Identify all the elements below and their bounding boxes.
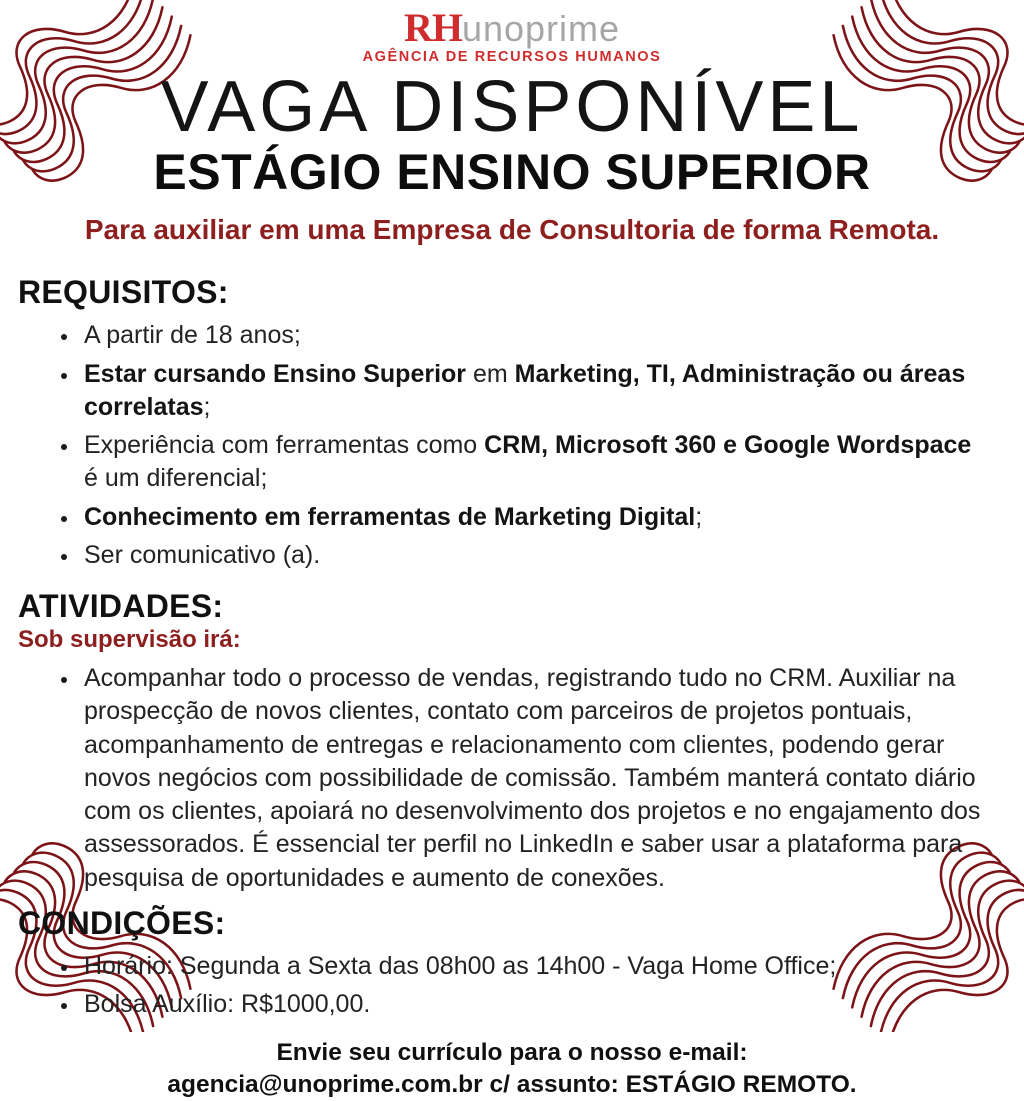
header-tagline: Para auxiliar em uma Empresa de Consultoria de forma Remota. bbox=[84, 214, 940, 246]
page-subtitle: ESTÁGIO ENSINO SUPERIOR bbox=[153, 143, 871, 200]
logo-brand-text: unoprime bbox=[461, 8, 621, 49]
logo bbox=[0, 5, 1024, 65]
logo-rh-text: RH bbox=[403, 5, 462, 50]
section-atividades bbox=[0, 588, 1024, 895]
list-item: • Ser comunicativo (a). bbox=[80, 539, 990, 572]
condicoes-heading: CONDIÇÕES: bbox=[18, 904, 226, 941]
atividades-list bbox=[18, 662, 990, 895]
atividades-subheading: Sob supervisão irá: bbox=[18, 626, 241, 654]
list-item: • Bolsa Auxílio: R$1000,00. bbox=[80, 988, 990, 1021]
atividades-heading: ATIVIDADES: bbox=[18, 588, 224, 625]
section-condicoes bbox=[0, 905, 1024, 1022]
logo-tagline: AGÊNCIA DE RECURSOS HUMANOS bbox=[362, 49, 662, 65]
list-item: • Experiência com ferramentas como CRM, Microsoft 360 e Google Wordspace é um diferencial; bbox=[80, 429, 990, 496]
list-item: • Estar cursando Ensino Superior em Marketing, TI, Administração ou áreas correlatas; bbox=[80, 358, 990, 425]
requisitos-list bbox=[18, 319, 990, 572]
requisitos-heading: REQUISITOS: bbox=[18, 274, 229, 311]
list-item: • Conhecimento em ferramentas de Marketing Digital; bbox=[80, 501, 990, 534]
list-item: • Acompanhar todo o processo de vendas, registrando tudo no CRM. Auxiliar na prospecção de novos clientes, contato com parceiros de projetos pontuais, acompanhamento de entregas e relacionamento com clientes, podendo gerar novos negócios com possibilidade de comissão. Também manterá contato diário com os clientes, apoiará no desenvolvimento dos projetos e no engajamento dos assessorados. É essencial ter perfil no LinkedIn e saber usar a plataforma para pesquisa de oportunidades e aumento de conexões. bbox=[80, 662, 990, 895]
footer-line1: Envie seu currículo para o nosso e-mail: bbox=[276, 1039, 748, 1067]
footer bbox=[0, 1037, 1024, 1101]
footer-email-line: agencia@unoprime.com.br c/ assunto: ESTÁGIO REMOTO. bbox=[167, 1071, 857, 1099]
list-item: • A partir de 18 anos; bbox=[80, 319, 990, 352]
condicoes-list bbox=[18, 950, 990, 1022]
page-title: VAGA DISPONÍVEL bbox=[160, 66, 864, 147]
list-item: • Horário: Segunda a Sexta das 08h00 as 14h00 - Vaga Home Office; bbox=[80, 950, 990, 983]
section-requisitos bbox=[0, 274, 1024, 572]
